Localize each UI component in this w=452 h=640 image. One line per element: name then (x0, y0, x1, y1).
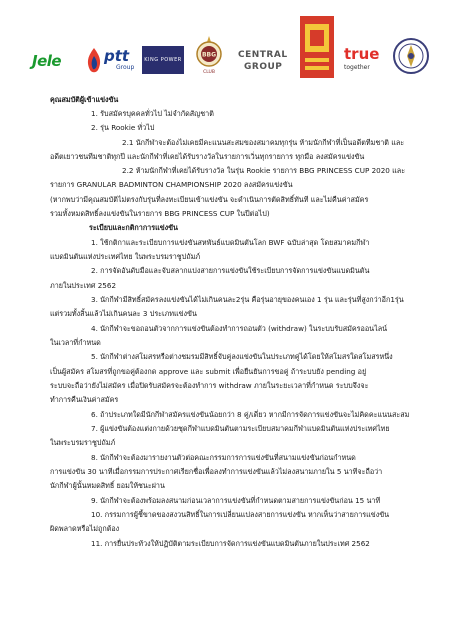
eligibility-line: 2.1 นักกีฬาจะต้องไม่เคยมีคะแนนสะสมของสมาคมทุกรุ่น ห้ามนักกีฬาที่เป็นอดีตทีมชาติ และ (122, 138, 405, 147)
rule-line: 1. ใช้กติกาและระเบียบการแข่งขันสหพันธ์แบดมินตันโลก BWF ฉบับล่าสุด โดยสมาคมกีฬา (91, 238, 370, 247)
rule-line: 4. นักกีฬาจะขอถอนตัวจากการแข่งขันต้องทำการถอนตัว (withdraw) ในระบบรับสมัครออนไลน์ (91, 324, 388, 333)
rule-line: แบดมินตันแห่งประเทศไทย ในพระบรมราชูปถัมภ์ (50, 252, 201, 261)
svg-text:CLUB: CLUB (203, 70, 215, 75)
rule-line: ภายในประเทศ 2562 (50, 281, 117, 290)
rule-line: เป็นผู้สมัคร สโมสรที่ถูกขอคู่ต้องกด approve และ submit เพื่อยืนยันการขอคู่ ถ้าระบบยัง pending อยู่ (50, 367, 367, 376)
rule-line: ระบบจะถือว่ายังไม่สมัคร เมื่อปิดรับสมัครจะต้องทำการ withdraw ภายในระยะเวลาที่กำหนด ระบบจึงจะ (50, 381, 369, 390)
section-heading-rules: ระเบียบและกติกาการแข่งขัน (89, 223, 178, 232)
rule-line: ผิดพลาดหรือไม่ถูกต้อง (50, 524, 120, 533)
rule-line: ในเวลาที่กำหนด (50, 338, 101, 347)
ptt-logo-text: ptt (104, 47, 130, 65)
eligibility-note: (หากพบว่ามีคุณสมบัติไม่ตรงกับรุ่นที่ลงทะเบียนเข้าแข่งขัน จะดำเนินการตัดสิทธิ์ทันที และไม่คืนค่าสมัคร (50, 195, 369, 204)
kingpower-logo: KING POWER (142, 46, 184, 74)
rule-line: ทำการคืนเงินค่าสมัคร (50, 395, 119, 404)
eligibility-line: 1. รับสมัครบุคคลทั่วไป ไม่จำกัดสัญชาติ (91, 109, 214, 118)
section-heading-eligibility: คุณสมบัติผู้เข้าแข่งขัน (50, 95, 119, 104)
rule-line: 6. ถ้าประเภทใดมีนักกีฬาสมัครแข่งขันน้อยกว่า 8 คู่/เดี่ยว หากมีการจัดการแข่งขันจะไม่คิดคะแนนสะสม (91, 410, 410, 419)
true-logo-subtext: together (344, 64, 370, 71)
rule-line: 8. นักกีฬาจะต้องมารายงานตัวต่อคณะกรรมการการแข่งขันที่สนามแข่งขันก่อนกำหนด (91, 453, 356, 462)
eligibility-line: 2. รุ่น Rookie ทั่วไป (91, 123, 155, 132)
svg-text:BBG: BBG (201, 51, 217, 59)
rule-line: 7. ผู้แข่งขันต้องแต่งกายด้วยชุดกีฬาแบดมินตันตามระเบียบสมาคมกีฬาแบดมินตันแห่งประเทศไทย (91, 424, 390, 433)
rule-line: 3. นักกีฬามีสิทธิ์สมัครลงแข่งขันได้ไม่เกินคนละ2รุ่น คือรุ่นอายุของคนเอง 1 รุ่น และรุ่นที่สูงกว่าอีก1รุ่น (91, 295, 404, 304)
rule-line: 10. กรรมการผู้ชี้ขาดของสงวนสิทธิ์ในการเปลี่ยนแปลงสายการแข่งขัน หากเห็นว่าสายการแข่งขัน (91, 510, 390, 519)
eligibility-line: อดีตเยาวชนทีมชาติทุกปี และนักกีฬาที่เคยได้รับรางวัลในรายการเวิ่นทุกรายการ ทุกมือ ลงสมัครแข่งขัน (50, 152, 365, 161)
central-logo-text: CENTRAL (238, 50, 288, 60)
eligibility-note: รวมทั้งหมดสิทธิ์ลงแข่งขันในรายการ BBG PRINCESS CUP ในปีต่อไป) (50, 209, 270, 218)
rule-line: นักกีฬาผู้นั้นหมดสิทธิ์ ยอมให้ชนะผ่าน (50, 481, 165, 490)
eligibility-line: 2.2 ห้ามนักกีฬาที่เคยได้รับรางวัล ในรุ่น Rookie รายการ BBG PRINCESS CUP 2020 และ (122, 166, 406, 175)
rule-line: การแข่งขัน 30 นาทีเมื่อกรรมการประกาศเรียกชื่อเพื่อลงทำการแข่งขันแล้วไม่ลงสนามภายใน 5 นาทีจะถือว่า (50, 467, 383, 476)
true-logo-text: true (344, 45, 380, 63)
rule-line: 5. นักกีฬาต่างสโมสรหรือต่างชมรมมีสิทธิ์จับคู่ลงแข่งขันในประเภทคู่ได้โดยให้สโมสรใดสโมสรหนึ่ง (91, 352, 393, 361)
rule-line: 11. การยื่นประท้วงให้ปฏิบัติตามระเบียบการจัดการแข่งขันแบดมินตันภายในประเทศ 2562 (91, 539, 370, 548)
rule-line: ในพระบรมราชูปถัมภ์ (50, 438, 116, 447)
jele-logo: Jele (32, 52, 62, 70)
rule-line: แต่รวมทั้งสิ้นแล้วไม่เกินคนละ 3 ประเภทแข่งขัน (50, 309, 197, 318)
ptt-logo-subtext: Group (116, 64, 135, 71)
central-logo-subtext: GROUP (244, 62, 283, 72)
eligibility-line: รายการ GRANULAR BADMINTON CHAMPIONSHIP 2020 ลงสมัครแข่งขัน (50, 180, 293, 189)
rule-line: 9. นักกีฬาจะต้องพร้อมลงสนามก่อนเวลาการแข่งขันที่กำหนดตามสายการแข่งขันก่อน 15 นาที (91, 496, 381, 505)
rule-line: 2. การจัดอันดับมือและจับสลากแบ่งสายการแข่งขันใช้ระเบียบการจัดการแข่งขันแบดมินตัน (91, 266, 370, 275)
